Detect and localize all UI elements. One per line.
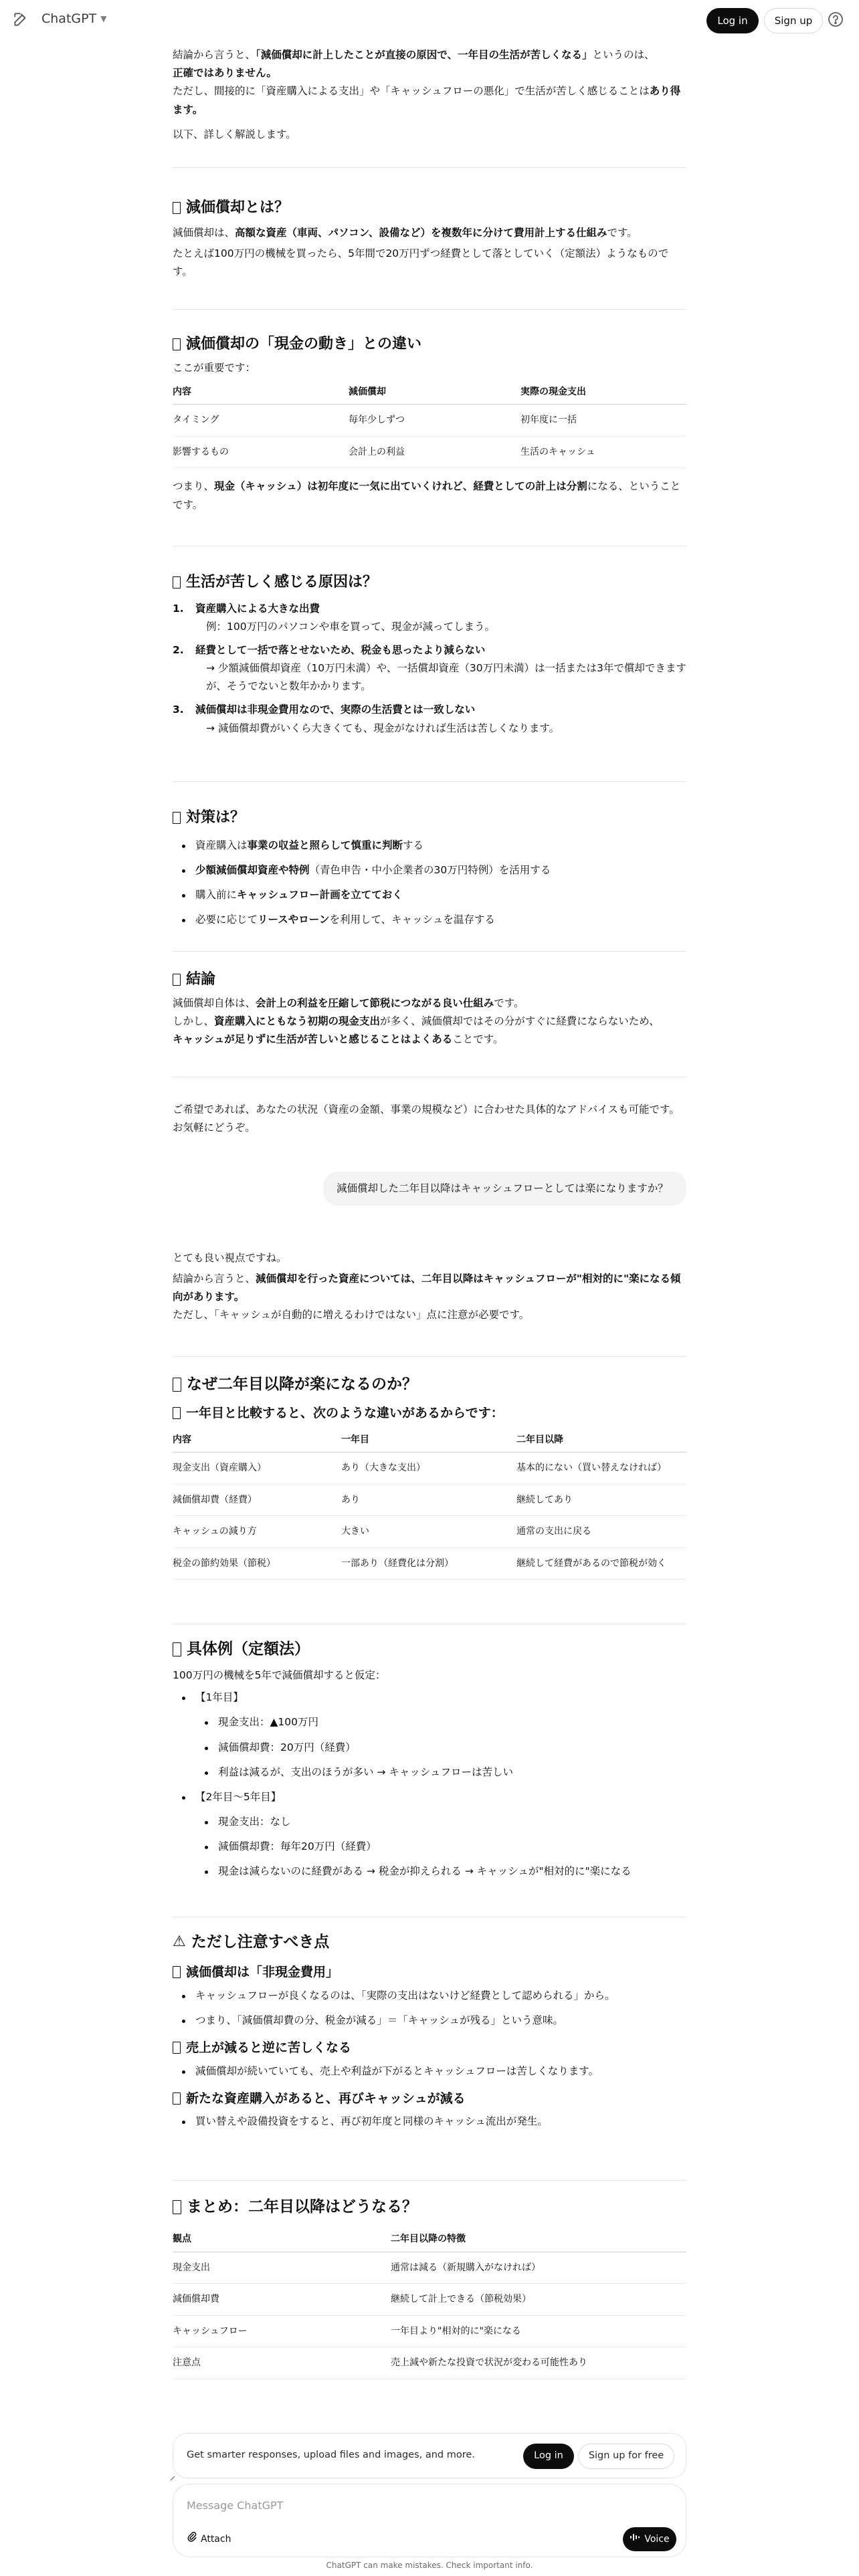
- voice-label: Voice: [644, 2533, 670, 2545]
- bullet-list: [173, 1987, 686, 2030]
- table-header: 二年目以降: [516, 1428, 686, 1453]
- bullet-list: [173, 1689, 686, 1881]
- table-cell: 減価償却費（経費）: [173, 1484, 341, 1516]
- list-item: つまり、「減価償却費の分、税金が減る」＝「キャッシュが残る」という意味。: [173, 2012, 686, 2030]
- warning-icon: ⚠: [173, 1933, 186, 1950]
- paragraph: たとえば100万円の機械を買ったら、5年間で20万円ずつ経費として落としていく（定額法）ようなものです。: [173, 247, 669, 278]
- subheading: 売上が減ると逆に苦しくなる: [173, 2039, 686, 2057]
- disclaimer-text: ChatGPT can make mistakes. Check important info.: [326, 2561, 533, 2570]
- paperclip-icon: [187, 2531, 197, 2548]
- paragraph: つまり、現金（キャッシュ）は初年度に一気に出ていくけれど、経費としての計上は分割になる、ということです。: [173, 480, 681, 511]
- intro-paragraph: 結論から言うと、「減価償却に計上したことが直接の原因で、一年目の生活が苦しくなる」というのは、 正確ではありません。 ただし、間接的に「資産購入による支出」や「キャッシュフローの悪化」で生活が苦しく感じることはあり得ます。: [173, 49, 681, 116]
- paragraph: 結論から言うと、減価償却を行った資産については、二年目以降はキャッシュフローが"相対的に"楽になる傾向があります。 ただし、「キャッシュが自動的に増えるわけではない」点に注意が必要です。: [173, 1273, 681, 1321]
- table-row: [173, 1547, 686, 1580]
- emoji-box-icon: [173, 1966, 181, 1978]
- table-cell: 現金支出: [173, 2252, 391, 2284]
- model-name: ChatGPT: [41, 11, 97, 26]
- divider: [173, 167, 686, 168]
- bullet-list: [173, 837, 686, 930]
- table-cell: 注意点: [173, 2347, 391, 2379]
- table-cell: 基本的にない（買い替えなければ）: [516, 1453, 686, 1485]
- voice-button[interactable]: [623, 2527, 676, 2551]
- section-what-is: [173, 198, 686, 284]
- table-cell: あり（大きな支出）: [341, 1453, 516, 1485]
- table-row: [173, 2284, 686, 2316]
- help-icon[interactable]: [826, 9, 846, 29]
- table-cell: 大きい: [341, 1516, 516, 1548]
- table-row: [173, 1484, 686, 1516]
- user-message-bubble: 減価償却した二年目以降はキャッシュフローとしては楽になりますか？: [323, 1172, 686, 1206]
- table-cell: 減価償却費: [173, 2284, 391, 2316]
- intro-lead: 以下、詳しく解説します。: [173, 128, 296, 140]
- table-header: 実際の現金支出: [520, 380, 686, 405]
- paragraph: 100万円の機械を5年で減価償却すると仮定：: [173, 1669, 386, 1682]
- cursor-mark-icon: [170, 2469, 175, 2474]
- table-cell: 一部あり（経費化は分割）: [341, 1547, 516, 1580]
- banner-login-button[interactable]: Log in: [523, 2444, 574, 2469]
- table-row: [173, 2252, 686, 2284]
- table-header: 内容: [173, 1428, 341, 1453]
- section-cash-diff: [173, 334, 686, 517]
- list-item: 減価償却が続いていても、売上や利益が下がるとキャッシュフローは苦しくなります。: [173, 2062, 686, 2080]
- list-item: 減価償却費：毎年20万円（経費）: [173, 1838, 686, 1856]
- attach-button[interactable]: [187, 2531, 231, 2548]
- emoji-box-icon: [173, 2200, 181, 2214]
- table-row: [173, 1516, 686, 1548]
- table-header: 減価償却: [349, 380, 520, 405]
- table-cell: 一年目より"相対的に"楽になる: [391, 2315, 686, 2347]
- table-header: 二年目以降の特徴: [391, 2227, 686, 2252]
- paragraph: 減価償却は、高額な資産（車両、パソコン、設備など）を複数年に分けて費用計上する仕組みです。: [173, 226, 638, 239]
- list-item: 資産購入は事業の収益と照らして慎重に判断する: [173, 837, 686, 855]
- banner-signup-button[interactable]: Sign up for free: [578, 2444, 674, 2469]
- model-selector[interactable]: [41, 8, 106, 30]
- section-heading: 結論: [173, 970, 686, 990]
- emoji-box-icon: [173, 338, 181, 350]
- table-header: 一年目: [341, 1428, 516, 1453]
- list-item: キャッシュフローが良くなるのは、「実際の支出はないけど経費として認められる」から。: [173, 1987, 686, 2005]
- emoji-box-icon: [173, 974, 181, 986]
- emoji-box-icon: [173, 2042, 181, 2054]
- table-header: 内容: [173, 380, 349, 405]
- list-item: 現金支出：なし: [173, 1813, 686, 1831]
- section-heading: ⚠ ただし注意すべき点: [173, 1931, 686, 1953]
- emoji-box-icon: [173, 1407, 181, 1419]
- subheading: 一年目と比較すると、次のような違いがあるからです：: [173, 1404, 686, 1422]
- divider: [173, 781, 686, 782]
- list-item: 買い替えや設備投資をすると、再び初年度と同様のキャッシュ流出が発生。: [173, 2113, 686, 2131]
- table-cell: 継続して計上できる（節税効果）: [391, 2284, 686, 2316]
- paragraph: ここが重要です：: [173, 361, 256, 374]
- table-header: 観点: [173, 2227, 391, 2252]
- section-causes: [173, 572, 686, 738]
- assistant-reply-intro: [173, 1249, 686, 1327]
- emoji-box-icon: [173, 1378, 181, 1392]
- section-conclusion: [173, 970, 686, 1051]
- table-row: [173, 2347, 686, 2379]
- signup-button[interactable]: Sign up: [764, 8, 823, 33]
- emoji-box-icon: [173, 2092, 181, 2105]
- closing-paragraph: [173, 1101, 686, 1140]
- login-button[interactable]: Log in: [706, 8, 759, 33]
- emoji-box-icon: [173, 202, 181, 214]
- table-row: [173, 1453, 686, 1485]
- table-cell: キャッシュフロー: [173, 2315, 391, 2347]
- table-row: [173, 436, 686, 468]
- list-item: 利益は減るが、支出のほうが多い → キャッシュフローは苦しい: [173, 1763, 686, 1782]
- section-heading: 生活が苦しく感じる原因は？: [173, 572, 686, 593]
- table-row: [173, 405, 686, 437]
- table-cell: あり: [341, 1484, 516, 1516]
- section-heading: まとめ：二年目以降はどうなる？: [173, 2196, 686, 2218]
- numbered-list: [173, 600, 686, 738]
- section-measures: [173, 808, 686, 936]
- comparison-table: [173, 1428, 686, 1580]
- emoji-box-icon: [173, 576, 181, 588]
- signup-prompt-text: Get smarter responses, upload files and images, and more.: [187, 2450, 475, 2461]
- paragraph: 減価償却自体は、会計上の利益を圧縮して節税につながる良い仕組みです。 しかし、資産購入にともなう初期の現金支出が多く、減価償却ではその分がすぐに経費にならないため、 キャッシュが足りずに生活が苦しいと感じることはよくあることです。: [173, 996, 660, 1046]
- table-cell: 通常の支出に戻る: [516, 1516, 686, 1548]
- subheading: 新たな資産購入があると、再びキャッシュが減る: [173, 2090, 686, 2108]
- assistant-intro: [173, 25, 686, 146]
- message-input[interactable]: Message ChatGPT: [187, 2499, 284, 2512]
- section-heading: 対策は？: [173, 808, 686, 829]
- table-cell: 現金支出（資産購入）: [173, 1453, 341, 1485]
- chevron-down-icon: ▼: [100, 14, 107, 24]
- top-bar: [0, 0, 859, 39]
- emoji-box-icon: [173, 1642, 181, 1656]
- paragraph: とても良い視点ですね。: [173, 1252, 287, 1264]
- table-cell: 通常は減る（新規購入がなければ）: [391, 2252, 686, 2284]
- list-item: 【1年目】: [173, 1689, 686, 1707]
- bullet-list: [173, 2113, 686, 2131]
- list-item: 現金は減らないのに経費がある → 税金が抑えられる → キャッシュが"相対的に"楽になる: [173, 1862, 686, 1881]
- list-item: 必要に応じてリースやローンを利用して、キャッシュを温存する: [173, 911, 686, 929]
- table-cell: 会計上の利益: [349, 436, 520, 468]
- divider: [173, 309, 686, 310]
- attach-label: Attach: [201, 2534, 231, 2545]
- section-heading: 減価償却の「現金の動き」との違い: [173, 334, 686, 355]
- table-cell: 毎年少しずつ: [349, 405, 520, 437]
- divider: [173, 951, 686, 952]
- summary-table: [173, 2227, 686, 2379]
- table-cell: キャッシュの減り方: [173, 1516, 341, 1548]
- section-why: [173, 1374, 686, 1580]
- section-heading: 減価償却とは？: [173, 198, 686, 219]
- table-cell: 継続して経費があるので節税が効く: [516, 1547, 686, 1580]
- comparison-table: [173, 380, 686, 469]
- signup-prompt-banner: [173, 2433, 686, 2478]
- table-cell: 売上減や新たな投資で状況が変わる可能性あり: [391, 2347, 686, 2379]
- section-heading: なぜ二年目以降が楽になるのか？: [173, 1374, 686, 1395]
- section-summary: [173, 2196, 686, 2379]
- divider: [173, 1356, 686, 1357]
- section-heading: 具体例（定額法）: [173, 1638, 686, 1660]
- table-row: [173, 2315, 686, 2347]
- emoji-box-icon: [173, 812, 181, 824]
- list-item: 購入前にキャッシュフロー計画を立てておく: [173, 886, 686, 904]
- bullet-list: [173, 2062, 686, 2080]
- list-item: 2. 経費として一括で落とせないため、税金も思ったより減らない → 少額減価償却資産（10万円未満）や、一括償却資産（30万円未満）は一括または3年で償却できますが、そうでないと数年かかります。: [173, 644, 686, 693]
- table-cell: 影響するもの: [173, 436, 349, 468]
- new-chat-icon[interactable]: [12, 11, 29, 28]
- paragraph: ご希望であれば、あなたの状況（資産の金額、事業の規模など）に合わせた具体的なアドバイスも可能です。お気軽にどうぞ。: [173, 1103, 680, 1134]
- table-cell: 税金の節約効果（節税）: [173, 1547, 341, 1580]
- list-item: 減価償却費：20万円（経費）: [173, 1739, 686, 1757]
- list-item: 少額減価償却資産や特例（青色申告・中小企業者の30万円特例）を活用する: [173, 861, 686, 879]
- section-caution: [173, 1931, 686, 2137]
- list-item: 1. 資産購入による大きな出費 例：100万円のパソコンや車を買って、現金が減ってしまう。: [173, 602, 495, 633]
- list-item: 現金支出：▲100万円: [173, 1713, 686, 1731]
- subheading: 減価償却は「非現金費用」: [173, 1963, 686, 1981]
- section-example: [173, 1638, 686, 1887]
- table-cell: 継続してあり: [516, 1484, 686, 1516]
- message-composer[interactable]: [173, 2484, 686, 2557]
- divider: [173, 2180, 686, 2181]
- list-item: 3. 減価償却は非現金費用なので、実際の生活費とは一致しない → 減価償却費がいくら大きくても、現金がなければ生活は苦しくなります。: [173, 704, 560, 734]
- list-item: 【2年目〜5年目】: [173, 1788, 686, 1806]
- table-cell: 生活のキャッシュ: [520, 436, 686, 468]
- table-cell: 初年度に一括: [520, 405, 686, 437]
- voice-wave-icon: [630, 2531, 640, 2548]
- table-cell: タイミング: [173, 405, 349, 437]
